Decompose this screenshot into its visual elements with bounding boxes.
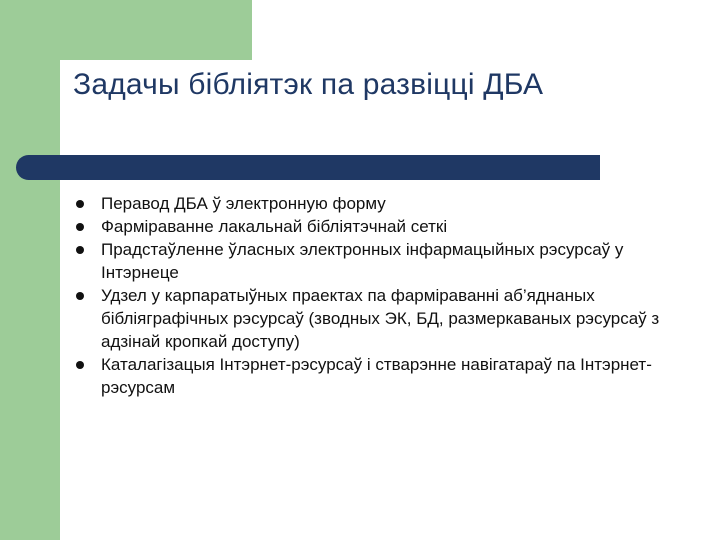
- slide-title: Задачы бібліятэк па развіцці ДБА: [73, 68, 544, 101]
- bullet-dot-icon: [76, 200, 84, 208]
- bullet-item: [76, 192, 676, 215]
- bullet-list: [76, 192, 676, 399]
- bullet-text: Фарміраванне лакальнай бібліятэчнай сеткі: [101, 217, 448, 236]
- bullet-item: [76, 238, 676, 284]
- bullet-text: Каталагізацыя Інтэрнет-рэсурсаў і стварэнне навігатараў па Інтэрнет-рэсурсам: [101, 355, 652, 397]
- bullet-text: Прадстаўленне ўласных электронных інфармацыйных рэсурсаў у Інтэрнеце: [101, 240, 624, 282]
- bullet-dot-icon: [76, 223, 84, 231]
- bullet-dot-icon: [76, 292, 84, 300]
- bullet-text: Перавод ДБА ў электронную форму: [101, 194, 386, 213]
- title-underline-bar: [16, 155, 600, 180]
- decor-green-stripe: [0, 0, 60, 540]
- bullet-item: [76, 284, 676, 353]
- decor-green-block: [0, 0, 252, 60]
- bullet-dot-icon: [76, 361, 84, 369]
- bullet-dot-icon: [76, 246, 84, 254]
- bullet-item: [76, 215, 676, 238]
- bullet-item: [76, 353, 676, 399]
- bullet-text: Удзел у карпаратыўных праектах па фарміраванні аб’яднаных бібліяграфічных рэсурсаў (зводных ЭК, БД, размеркаваных рэсурсаў з адзінай кропкай доступу): [101, 286, 660, 351]
